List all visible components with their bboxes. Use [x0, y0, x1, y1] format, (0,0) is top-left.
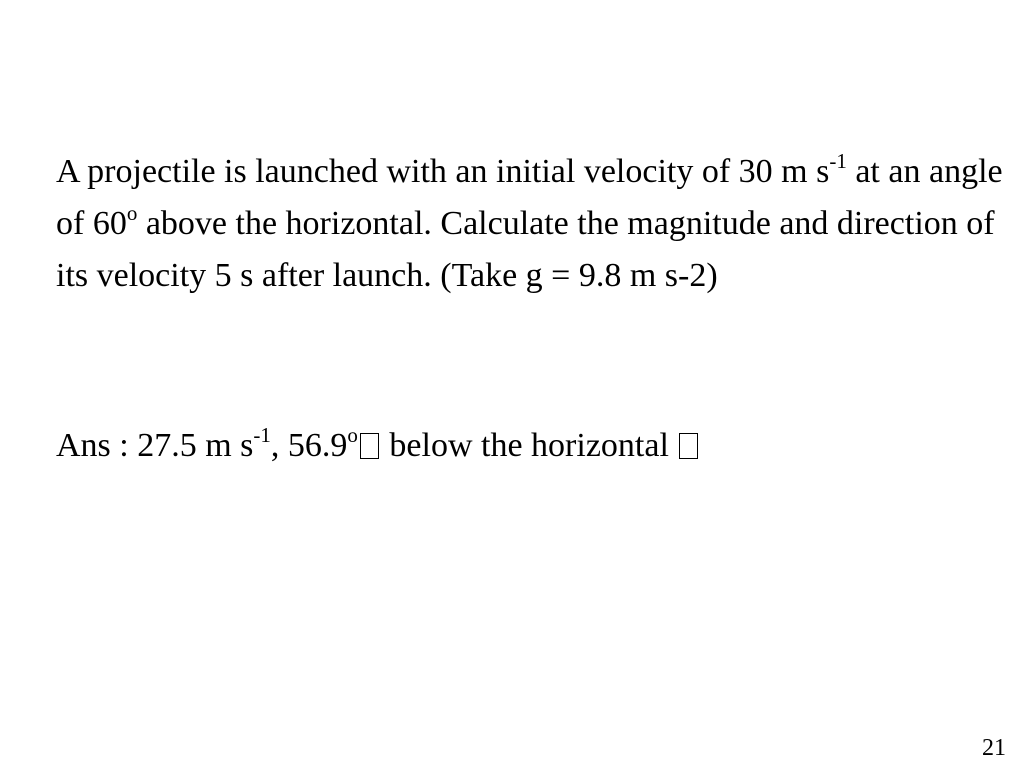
answer-degree-symbol: o	[347, 422, 358, 447]
question-degree-symbol: o	[126, 200, 138, 225]
question-text	[56, 146, 1006, 302]
question-exponent: -1	[829, 148, 847, 173]
answer-part-2: , 56.9	[270, 427, 348, 464]
missing-glyph-box-icon	[360, 433, 379, 459]
question-part-2: at an angle of 60	[56, 153, 1003, 242]
answer-part-3: below the horizontal	[380, 427, 678, 464]
answer-exponent: -1	[253, 422, 271, 447]
answer-part-1: Ans : 27.5 m s	[56, 427, 254, 464]
page-number: 21	[982, 735, 1006, 761]
answer-text	[56, 420, 1006, 472]
question-part-1: A projectile is launched with an initial velocity of 30 m s	[56, 153, 830, 190]
missing-glyph-box-icon	[679, 433, 698, 459]
question-part-3: above the horizontal. Calculate the magnitude and direction of its velocity 5 s after launch. (Take g = 9.8 m s-2)	[56, 205, 995, 294]
